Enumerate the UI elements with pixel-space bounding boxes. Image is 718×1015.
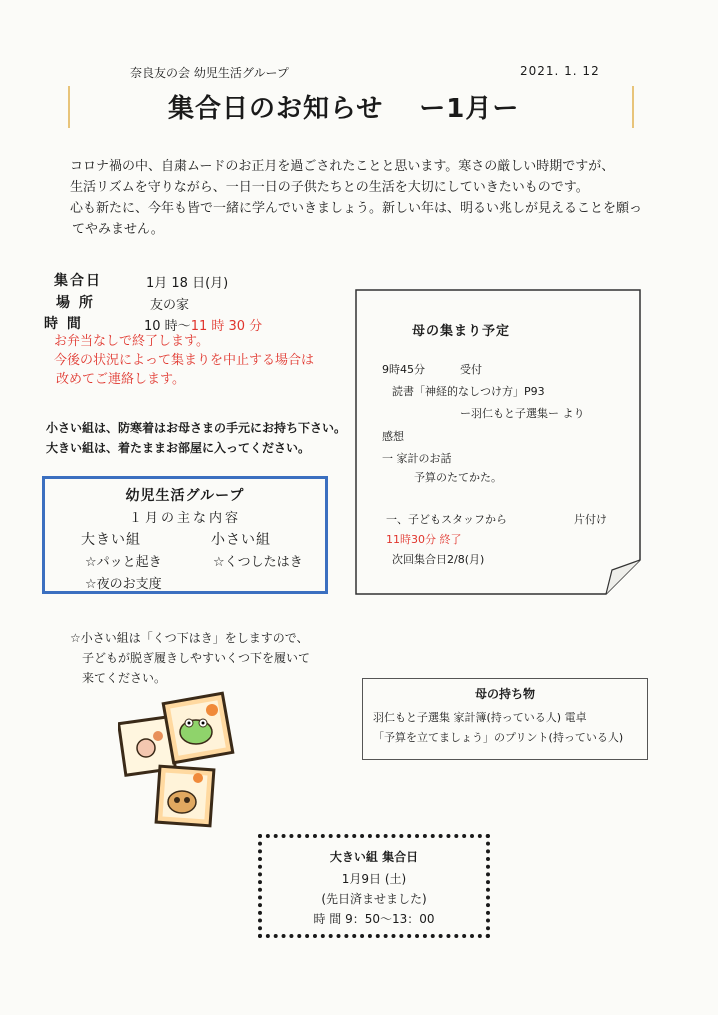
- intro-line: 生活リズムを守りながら、一日一日の子供たちとの生活を大切にしていきたいものです。: [70, 180, 589, 195]
- title-bar-right: [632, 86, 634, 128]
- title-month: ー1月ー: [419, 94, 520, 124]
- meeting-line: 9時45分: [382, 363, 425, 376]
- bring-line: 羽仁もと子選集 家計簿(持っている人) 電卓: [373, 711, 587, 724]
- meeting-line: 一 家計のお話: [382, 452, 452, 465]
- place-label: 場 所: [56, 295, 95, 311]
- red-note-line: 改めてご連絡します。: [56, 372, 185, 387]
- meeting-line: 片付け: [574, 513, 607, 526]
- intro-line: コロナ禍の中、自粛ムードのお正月を過ごされたことと思います。寒さの厳しい時期ですが、: [70, 159, 615, 174]
- issue-date: 2021. 1. 12: [520, 64, 600, 78]
- bring-line: 「予算を立てましょう」のプリント(持っている人): [373, 731, 624, 744]
- red-notes: [54, 332, 314, 389]
- page-title: [168, 88, 519, 125]
- socks-note-line: 来てください。: [82, 671, 167, 685]
- small-group-label: 小さい組: [211, 532, 271, 548]
- intro-paragraph: [70, 156, 660, 240]
- big-group-line: 1月9日 (土): [341, 872, 407, 886]
- big-group-item: ☆夜のお支度: [85, 577, 162, 592]
- socks-note-line: ☆小さい組は「くつ下はき」をしますので、: [70, 631, 309, 645]
- meeting-line: 感想: [382, 430, 404, 443]
- content-box-title: 幼児生活グループ: [125, 488, 245, 504]
- date-label: 集合日: [54, 273, 102, 289]
- title-bar-left: [68, 86, 70, 128]
- time-start: 10 時〜: [144, 319, 191, 334]
- place-value: 友の家: [150, 298, 190, 313]
- group-note-line: 大きい組は、着たままお部屋に入ってください。: [46, 441, 311, 455]
- intro-line: てやみません。: [72, 222, 164, 237]
- meeting-line: 一、子どもスタッフから: [386, 513, 507, 526]
- date-value: 1月 18 日(月): [146, 276, 229, 291]
- big-group-item: ☆パッと起き: [85, 555, 162, 570]
- organization-name: 奈良友の会 幼児生活グループ: [130, 66, 289, 80]
- time-label: 時 間: [44, 316, 83, 332]
- meeting-line: 読書「神経的なしつけ方」P93: [392, 385, 545, 398]
- red-note-line: 今後の状況によって集まりを中止する場合は: [54, 353, 315, 368]
- tanuki-card-icon: [156, 766, 214, 826]
- big-group-line: (先日済ませました): [321, 892, 427, 906]
- big-group-line: 時 間 9：50〜13：00: [313, 912, 435, 926]
- big-group-line: 大きい組 集合日: [329, 850, 419, 864]
- red-note-line: お弁当なしで終了します。: [54, 334, 209, 349]
- group-note-line: 小さい組は、防寒着はお母さまの手元にお持ち下さい。: [46, 421, 347, 435]
- meeting-line: 予算のたてかた。: [414, 471, 502, 484]
- content-box-subtitle: １月の主な内容: [128, 511, 241, 526]
- intro-line: 心も新たに、今年も皆で一緒に学んでいきましょう。新しい年は、明るい兆しが見えることを願っ: [70, 201, 643, 216]
- small-group-item: ☆くつしたはき: [213, 555, 303, 570]
- items-to-bring-box: [362, 678, 648, 760]
- meeting-line: ー羽仁もと子選集ー より: [460, 407, 585, 420]
- meeting-line: 次回集合日2/8(月): [392, 553, 485, 566]
- big-group-meeting-box: [258, 834, 490, 938]
- bring-title: 母の持ち物: [474, 687, 535, 701]
- meeting-title: 母の集まり予定: [412, 324, 511, 339]
- group-notes: [46, 418, 346, 458]
- meeting-line: 11時30分 終了: [386, 533, 462, 546]
- monthly-content-box: [42, 476, 328, 594]
- cards-illustration: [118, 690, 248, 830]
- socks-note: [70, 628, 310, 688]
- title-text: 集合日のお知らせ: [168, 94, 384, 124]
- time-end: 11 時 30 分: [190, 319, 263, 334]
- big-group-label: 大きい組: [81, 532, 141, 548]
- socks-note-line: 子どもが脱ぎ履きしやすいくつ下を履いて: [82, 651, 311, 665]
- frog-card-icon: [163, 693, 233, 763]
- meeting-line: 受付: [460, 363, 482, 376]
